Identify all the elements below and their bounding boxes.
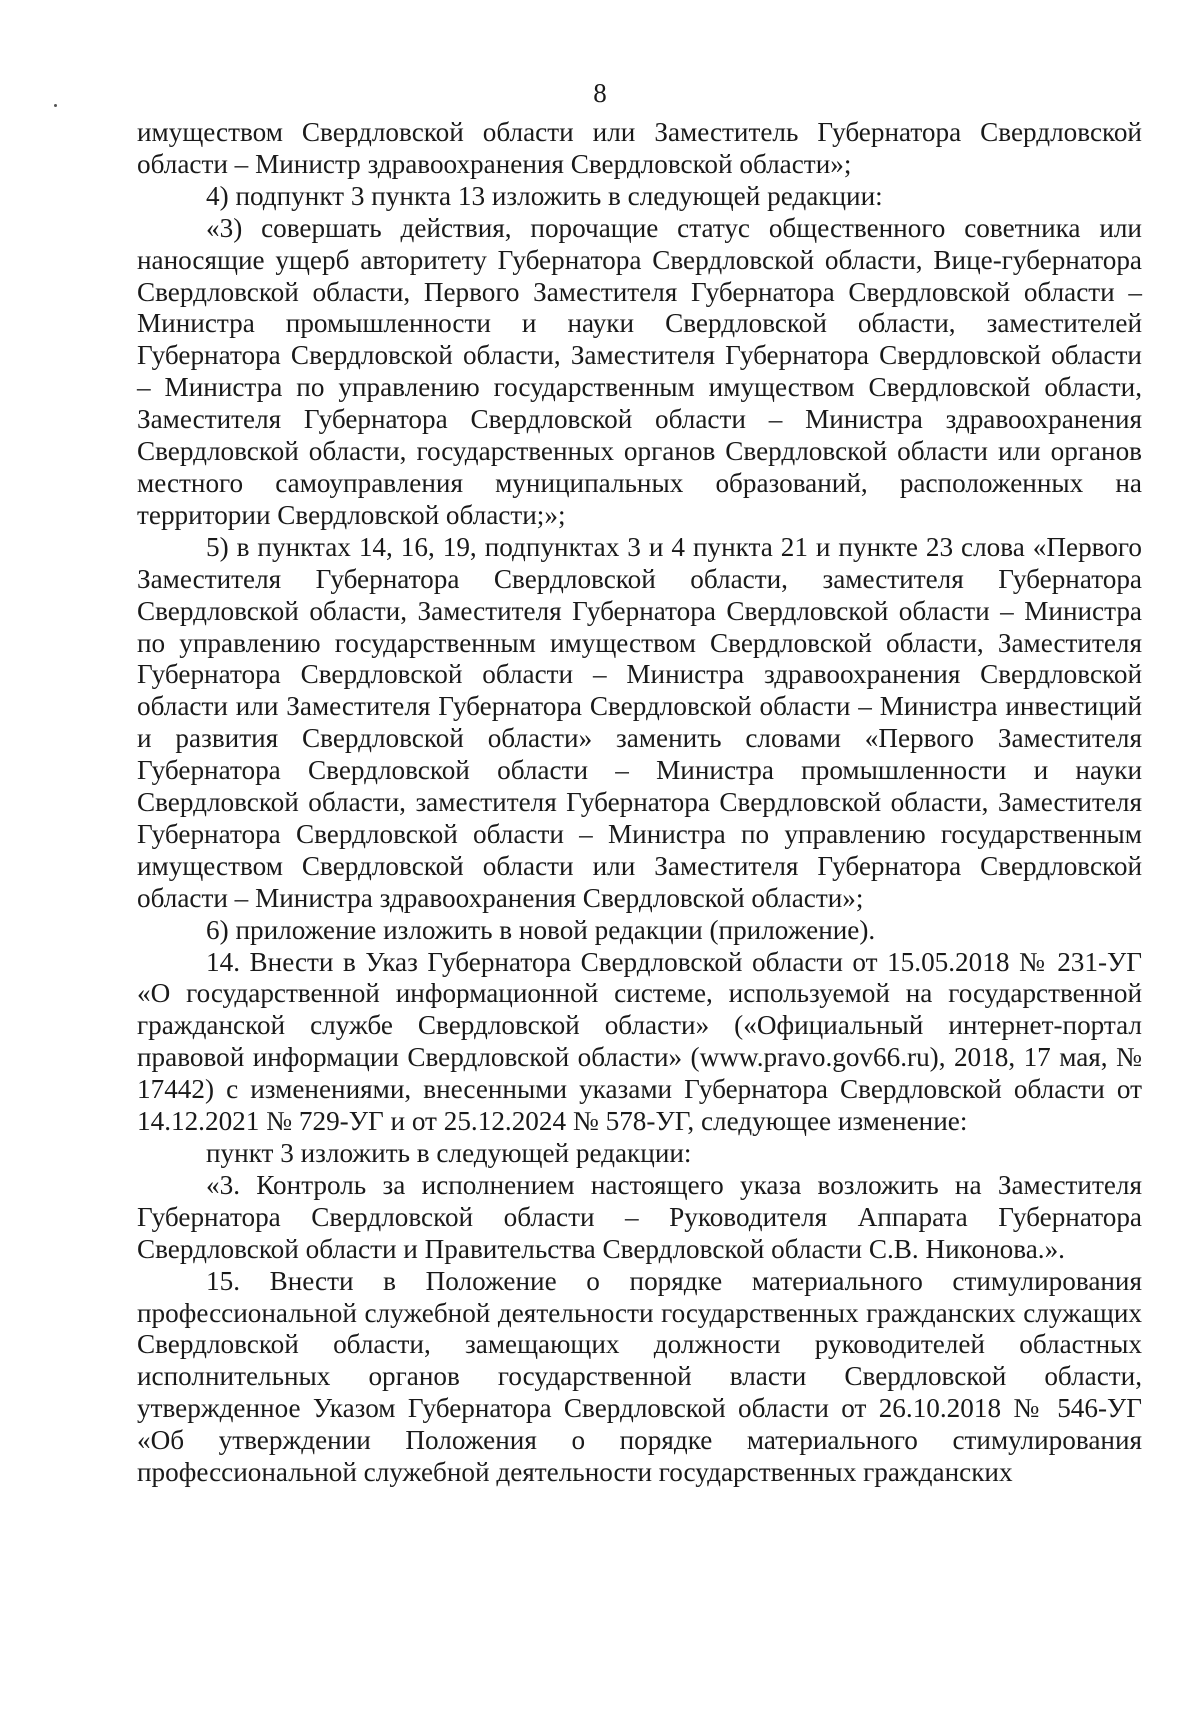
paragraph-subitem-4: 4) подпункт 3 пункта 13 изложить в следующей редакции: [206, 180, 883, 211]
paragraph-subitem-6: 6) приложение изложить в новой редакции (приложение). [206, 914, 876, 945]
paragraph-point-3: пункт 3 изложить в следующей редакции: [206, 1138, 692, 1168]
page-number: 8 [593, 78, 607, 108]
paragraph-quote-3: «3) совершать действия, порочащие статус общественного советника или наносящие ущерб авторитету Губернатора Свердловской области, Вице-губернатора Свердловской области, Первого Заместителя Губернатора Свердловской области – Министра промышленности и науки Свердловской области, заместителей Губернатора Свердловской области, Заместителя Губернатора Свердловской области – Министра по управлению государственным имуществом Свердловской области, Заместителя Губернатора Свердловской области – Министра здравоохранения Свердловской области, государственных органов Свердловской области или органов местного самоуправления муниципальных образований, расположенных на территории Свердловской области;»; [137, 212, 1142, 530]
document-body [137, 117, 1142, 1489]
paragraph-continuation: имуществом Свердловской области или Заместитель Губернатора Свердловской области – Министр здравоохранения Свердловской области»; [137, 117, 1142, 179]
paragraph-item-14: 14. Внести в Указ Губернатора Свердловской области от 15.05.2018 № 231-УГ «О государственной информационной системе, используемой на государственной гражданской службе Свердловской области» («Официальный интернет-портал правовой информации Свердловской области» (www.pravo.gov66.ru), 2018, 17 мая, № 17442) с изменениями, внесенными указами Губернатора Свердловской области от 14.12.2021 № 729-УГ и от 25.12.2024 № 578-УГ, следующее изменение: [137, 946, 1142, 1137]
paragraph-subitem-5: 5) в пунктах 14, 16, 19, подпунктах 3 и 4 пункта 21 и пункте 23 слова «Первого Заместителя Губернатора Свердловской области, заместителя Губернатора Свердловской области, Заместителя Губернатора Свердловской области – Министра по управлению государственным имуществом Свердловской области, Заместителя Губернатора Свердловской области – Министра здравоохранения Свердловской области или Заместителя Губернатора Свердловской области – Министра инвестиций и развития Свердловской области» заменить словами «Первого Заместителя Губернатора Свердловской области – Министра промышленности и науки Свердловской области, заместителя Губернатора Свердловской области, Заместителя Губернатора Свердловской области – Министра по управлению государственным имуществом Свердловской области или Заместителя Губернатора Свердловской области – Министра здравоохранения Свердловской области»; [137, 531, 1142, 913]
paragraph-quote-control: «3. Контроль за исполнением настоящего указа возложить на Заместителя Губернатора Свердловской области – Руководителя Аппарата Губернатора Свердловской области и Правительства Свердловской области С.В. Никонова.». [137, 1169, 1142, 1264]
paragraph-item-15: 15. Внести в Положение о порядке материального стимулирования профессиональной служебной деятельности государственных гражданских служащих Свердловской области, замещающих должности руководителей областных исполнительных органов государственной власти Свердловской области, утвержденное Указом Губернатора Свердловской области от 26.10.2018 № 546-УГ «Об утверждении Положения о порядке материального стимулирования профессиональной служебной деятельности государственных гражданских [137, 1265, 1142, 1488]
